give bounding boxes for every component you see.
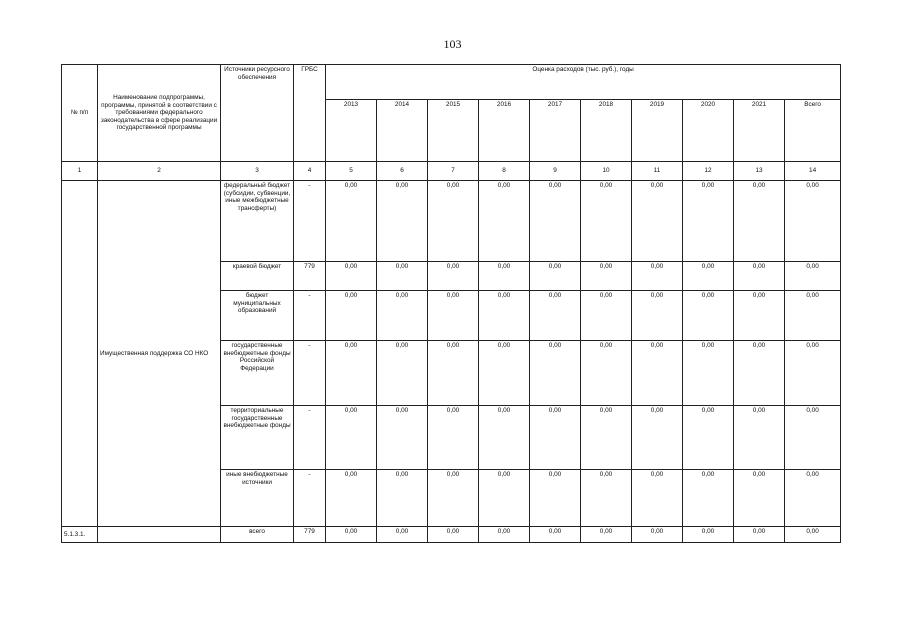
expense-value: 0,00	[377, 470, 428, 527]
column-number: 10	[581, 162, 632, 181]
column-number: 9	[530, 162, 581, 181]
total-row	[62, 527, 841, 543]
grbs-code: -	[294, 181, 326, 262]
expense-value: 0,00	[530, 406, 581, 470]
expense-value: 0,00	[479, 181, 530, 262]
expense-value: 0,00	[326, 262, 377, 291]
expense-value: 0,00	[632, 341, 683, 406]
expense-value: 0,00	[479, 341, 530, 406]
expense-value: 0,00	[734, 406, 785, 470]
expense-value: 0,00	[734, 341, 785, 406]
year-header: 2017	[530, 100, 581, 162]
header-name: Наименование подпрограммы, программы, принятой в соответствии с требованиями федерального законодательства в сфере реализации государственной программы	[98, 65, 221, 162]
header-grbs: ГРБС	[294, 65, 326, 162]
expense-value: 0,00	[428, 406, 479, 470]
expense-value: 0,00	[581, 181, 632, 262]
expense-value: 0,00	[530, 262, 581, 291]
expense-value: 0,00	[530, 181, 581, 262]
funding-source: бюджет муниципальных образований	[221, 291, 294, 341]
column-number: 4	[294, 162, 326, 181]
expense-value: 0,00	[479, 291, 530, 341]
expense-value: 0,00	[530, 341, 581, 406]
grbs-code: 779	[294, 262, 326, 291]
grbs-code: -	[294, 406, 326, 470]
year-header: 2021	[734, 100, 785, 162]
total-expense-value: 0,00	[785, 527, 841, 543]
expense-value: 0,00	[428, 181, 479, 262]
expense-value: 0,00	[785, 181, 841, 262]
column-number: 3	[221, 162, 294, 181]
header-num: № п/п	[62, 65, 98, 162]
expense-value: 0,00	[683, 406, 734, 470]
expense-value: 0,00	[683, 470, 734, 527]
row-number-cell	[62, 181, 98, 527]
expense-value: 0,00	[581, 406, 632, 470]
total-expense-value: 0,00	[326, 527, 377, 543]
column-number: 13	[734, 162, 785, 181]
funding-source: краевой бюджет	[221, 262, 294, 291]
column-number: 11	[632, 162, 683, 181]
expense-value: 0,00	[377, 291, 428, 341]
expense-value: 0,00	[479, 406, 530, 470]
total-expense-value: 0,00	[581, 527, 632, 543]
column-number: 1	[62, 162, 98, 181]
total-expense-value: 0,00	[734, 527, 785, 543]
expense-value: 0,00	[326, 181, 377, 262]
expense-value: 0,00	[428, 262, 479, 291]
total-expense-value: 0,00	[530, 527, 581, 543]
funding-source: федеральный бюджет (субсидии, субвенции, иные межбюджетные трансферты)	[221, 181, 294, 262]
expense-value: 0,00	[326, 291, 377, 341]
expense-value: 0,00	[632, 262, 683, 291]
expense-value: 0,00	[479, 470, 530, 527]
year-header: 2016	[479, 100, 530, 162]
expense-value: 0,00	[632, 181, 683, 262]
expense-value: 0,00	[785, 470, 841, 527]
funding-source: территориальные государственные внебюджетные фонды	[221, 406, 294, 470]
page-number: 103	[443, 37, 462, 51]
expense-value: 0,00	[734, 291, 785, 341]
expense-value: 0,00	[377, 406, 428, 470]
expense-value: 0,00	[377, 341, 428, 406]
total-row-name	[98, 527, 221, 543]
column-number: 2	[98, 162, 221, 181]
expense-value: 0,00	[428, 341, 479, 406]
total-label: всего	[221, 527, 294, 543]
expense-value: 0,00	[581, 262, 632, 291]
column-number: 6	[377, 162, 428, 181]
expense-value: 0,00	[683, 291, 734, 341]
budget-source-row	[62, 181, 841, 262]
total-expense-value: 0,00	[632, 527, 683, 543]
expense-value: 0,00	[632, 406, 683, 470]
expense-value: 0,00	[734, 262, 785, 291]
expense-value: 0,00	[785, 406, 841, 470]
column-number: 7	[428, 162, 479, 181]
year-header: 2020	[683, 100, 734, 162]
year-header: 2013	[326, 100, 377, 162]
expense-value: 0,00	[632, 291, 683, 341]
expense-value: 0,00	[326, 406, 377, 470]
expense-value: 0,00	[581, 470, 632, 527]
expense-value: 0,00	[785, 341, 841, 406]
total-expense-value: 0,00	[377, 527, 428, 543]
grbs-code: -	[294, 341, 326, 406]
funding-source: иные внебюджетные источники	[221, 470, 294, 527]
total-grbs-code: 779	[294, 527, 326, 543]
expense-value: 0,00	[683, 181, 734, 262]
column-number: 14	[785, 162, 841, 181]
expense-value: 0,00	[377, 181, 428, 262]
total-expense-value: 0,00	[479, 527, 530, 543]
total-expense-value: 0,00	[428, 527, 479, 543]
program-name: Имущественная поддержка СО НКО	[98, 181, 221, 527]
column-number: 5	[326, 162, 377, 181]
year-header: 2014	[377, 100, 428, 162]
expense-value: 0,00	[734, 470, 785, 527]
expense-value: 0,00	[683, 341, 734, 406]
year-header-total: Всего	[785, 100, 841, 162]
expense-value: 0,00	[530, 470, 581, 527]
expense-value: 0,00	[428, 470, 479, 527]
column-number: 12	[683, 162, 734, 181]
expense-value: 0,00	[326, 341, 377, 406]
year-header: 2015	[428, 100, 479, 162]
expense-value: 0,00	[326, 470, 377, 527]
year-header: 2018	[581, 100, 632, 162]
grbs-code: -	[294, 470, 326, 527]
total-expense-value: 0,00	[683, 527, 734, 543]
expense-value: 0,00	[377, 262, 428, 291]
column-number: 8	[479, 162, 530, 181]
header-sources: Источники ресурсного обеспечения	[221, 65, 294, 162]
expense-value: 0,00	[632, 470, 683, 527]
column-numbers-row	[62, 162, 841, 181]
expense-value: 0,00	[530, 291, 581, 341]
expense-value: 0,00	[581, 291, 632, 341]
grbs-code: -	[294, 291, 326, 341]
expense-value: 0,00	[785, 262, 841, 291]
header-expenses: Оценка расходов (тыс. руб.), годы	[326, 65, 841, 100]
total-row-number: 5.1.3.1.	[62, 527, 98, 543]
expense-value: 0,00	[428, 291, 479, 341]
expense-value: 0,00	[683, 262, 734, 291]
expense-value: 0,00	[581, 341, 632, 406]
year-header: 2019	[632, 100, 683, 162]
expense-value: 0,00	[785, 291, 841, 341]
expense-value: 0,00	[479, 262, 530, 291]
funding-source: государственные внебюджетные фонды Российской Федерации	[221, 341, 294, 406]
budget-table	[61, 64, 841, 543]
expense-value: 0,00	[734, 181, 785, 262]
